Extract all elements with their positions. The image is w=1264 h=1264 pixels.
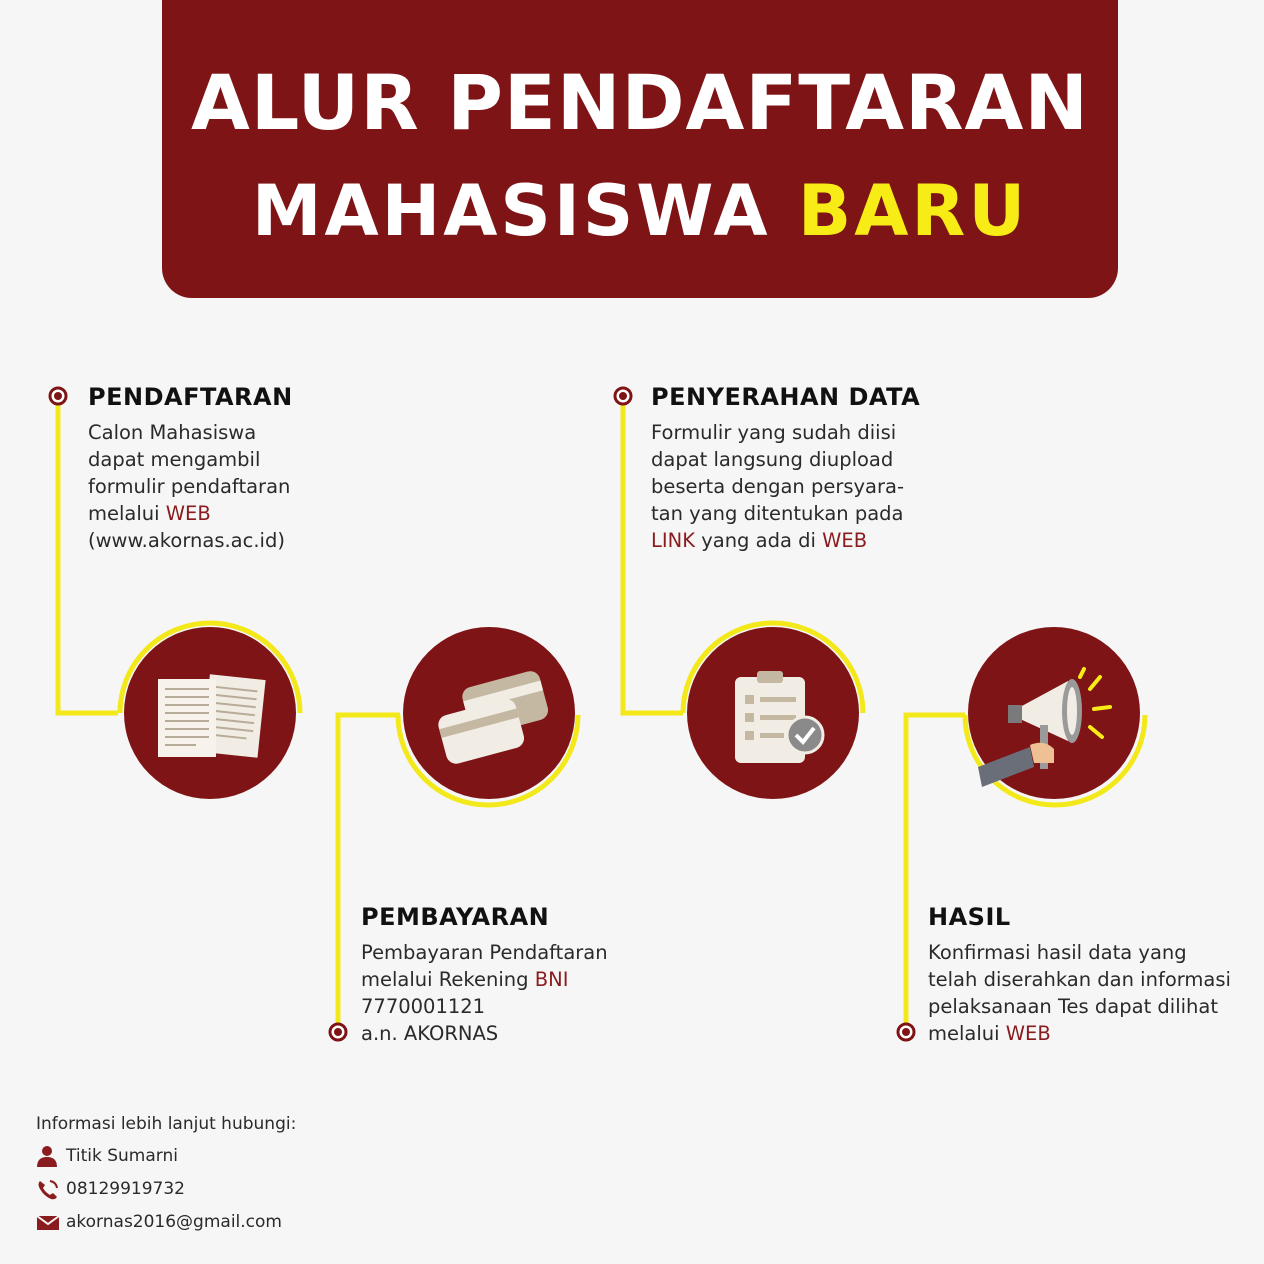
- contact-phone[interactable]: 08129919732: [36, 1178, 296, 1200]
- clipboard-check-icon: [687, 627, 859, 799]
- step-description: Pembayaran Pendaftaran melalui Rekening BNI 7770001121 a.n. AKORNAS: [361, 941, 608, 1045]
- step-description: Konfirmasi hasil data yang telah diserahkan dan informasi pelaksanaan Tes dapat dilihat melalui WEB: [928, 941, 1231, 1045]
- website-url[interactable]: (www.akornas.ac.id): [88, 529, 285, 552]
- title-main-word: MAHASISWA: [251, 170, 771, 252]
- web-link[interactable]: WEB: [822, 529, 868, 552]
- step-description: Formulir yang sudah diisi dapat langsung diupload beserta dengan persyara- tan yang ditentukan pada LINK yang ada di WEB: [651, 421, 905, 552]
- step-circle-hasil: [968, 627, 1140, 799]
- step-hasil: [928, 903, 1231, 1047]
- step-title: PEMBAYARAN: [361, 903, 550, 931]
- account-holder: a.n. AKORNAS: [361, 1022, 499, 1045]
- step-pembayaran: [361, 903, 608, 1047]
- contact-heading: Informasi lebih lanjut hubungi:: [36, 1114, 297, 1134]
- step-circle-pembayaran: [403, 627, 575, 799]
- person-icon: [36, 1145, 62, 1167]
- step-penyerahan-data: [651, 383, 920, 554]
- step-description: Calon Mahasiswa dapat mengambil formulir pendaftaran melalui WEB (www.akornas.ac.id): [88, 419, 293, 554]
- phone-icon: [36, 1178, 62, 1200]
- step-title: PENDAFTARAN: [88, 383, 293, 411]
- web-link[interactable]: WEB: [1005, 1022, 1051, 1045]
- step-title: PENYERAHAN DATA: [651, 383, 921, 411]
- account-number: 7770001121: [361, 995, 486, 1018]
- web-link[interactable]: WEB: [165, 502, 211, 525]
- megaphone-icon: [968, 627, 1140, 799]
- step-circle-penyerahan: [687, 627, 859, 799]
- contact-person: Titik Sumarni: [36, 1145, 296, 1167]
- title-highlight-word: BARU: [797, 170, 1029, 252]
- link-link[interactable]: LINK: [651, 529, 695, 552]
- contact-info: [36, 1114, 296, 1233]
- contact-email[interactable]: akornas2016@gmail.com: [36, 1211, 296, 1233]
- page-title-line1: ALUR PENDAFTARAN: [191, 58, 1089, 147]
- step-pendaftaran: [88, 383, 293, 554]
- step-title: HASIL: [928, 903, 1011, 931]
- bank-name: BNI: [534, 968, 569, 991]
- email-icon: [36, 1211, 62, 1233]
- payment-cards-icon: [403, 627, 575, 799]
- documents-icon: [124, 627, 296, 799]
- step-circle-pendaftaran: [124, 627, 296, 799]
